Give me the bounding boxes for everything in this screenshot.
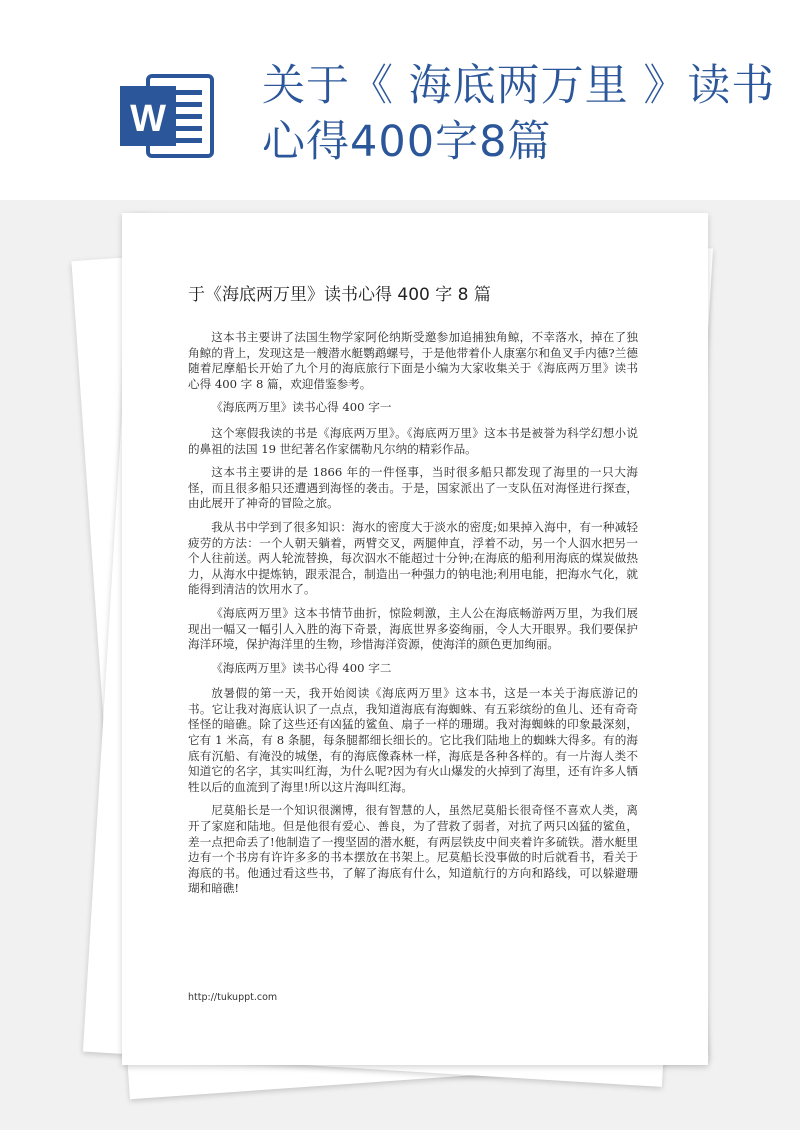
body-paragraph: 这个寒假我读的书是《海底两万里》。《海底两万里》这本书是被誉为科学幻想小说的鼻祖的法国 19 世纪著名作家儒勒凡尔纳的精彩作品。	[188, 425, 638, 456]
intro-paragraph: 这本书主要讲了法国生物学家阿伦纳斯受邀参加追捕独角鲸，不幸落水，掉在了独角鲸的背上，发现这是一艘潜水艇鹦鹉螺号，于是他带着仆人康塞尔和鱼叉手内德?兰德随着尼摩船长开始了九个月的海底旅行下面是小编为大家收集关于《海底两万里》读书心得 400 字 8 篇，欢迎借鉴参考。	[188, 330, 638, 391]
word-document-icon	[120, 72, 216, 160]
body-paragraph: 放暑假的第一天，我开始阅读《海底两万里》这本书，这是一本关于海底游记的书。它让我对海底认识了一点点，我知道海底有海蜘蛛、有五彩缤纷的鱼儿、还有奇奇怪怪的暗礁。除了这些还有凶猛的鲨鱼、扇子一样的珊瑚。我对海蜘蛛的印象最深刻，它有 1 米高，有 8 条腿，每条腿都细长细长的。它比我们陆地上的蜘蛛大得多。有的海底有沉船、有淹没的城堡，有的海底像森林一样，海底是各种各样的。有一片海人类不知道它的名字，其实叫红海，为什么呢?因为有火山爆发的火掉到了海里，还有许多人牺牲以后的血流到了海里!所以这片海叫红海。	[188, 686, 638, 794]
page-banner	[0, 0, 800, 200]
body-paragraph: 《海底两万里》这本书情节曲折，惊险刺激，主人公在海底畅游两万里，为我们展现出一幅又一幅引人入胜的海下奇景，海底世界多姿绚丽，令人大开眼界。我们要保护海洋环境，保护海洋里的生物，珍惜海洋资源，使海洋的颜色更加绚丽。	[188, 605, 638, 652]
body-paragraph: 我从书中学到了很多知识：海水的密度大于淡水的密度;如果掉入海中，有一种减轻疲劳的方法：一个人朝天躺着，两臂交叉，两腿伸直，浮着不动，另一个人泅水把另一个人往前送。两人轮流替换，每次泅水不能超过十分钟;在海底的船利用海底的煤炭做热力，从海水中提炼钠，跟汞混合，制造出一种强力的钠电池;利用电能，把海水气化，就能得到清洁的饮用水了。	[188, 519, 638, 597]
banner-title: 关于《 海底两万里 》读书心得400字8篇	[262, 61, 776, 167]
footer-url: http://tukuppt.com	[188, 992, 278, 1003]
document-body	[188, 330, 638, 905]
body-paragraph: 尼莫船长是一个知识很渊博，很有智慧的人，虽然尼莫船长很奇怪不喜欢人类，离开了家庭和陆地。但是他很有爱心、善良，为了营救了弱者，对抗了两只凶猛的鲨鱼，差一点把命丢了!他制造了一搜坚固的潜水艇，有两层铁皮中间夹着许多硫铁。潜水艇里边有一个书房有许许多多的书本摆放在书架上。尼莫船长没事做的时后就看书，看关于海底的书。他通过看这些书，了解了海底有什么，知道航行的方向和路线，可以躲避珊瑚和暗礁!	[188, 803, 638, 896]
document-title: 于《海底两万里》读书心得 400 字 8 篇	[188, 285, 491, 305]
section-heading-2: 《海底两万里》读书心得 400 字二	[211, 660, 392, 675]
word-icon-letter: W	[130, 98, 166, 140]
body-paragraph: 这本书主要讲的是 1866 年的一件怪事，当时很多船只都发现了海里的一只大海怪，而且很多船只还遭遇到海怪的袭击。于是，国家派出了一支队伍对海怪进行探查，由此展开了神奇的冒险之旅。	[188, 465, 638, 511]
section-heading-1: 《海底两万里》读书心得 400 字一	[211, 400, 392, 415]
